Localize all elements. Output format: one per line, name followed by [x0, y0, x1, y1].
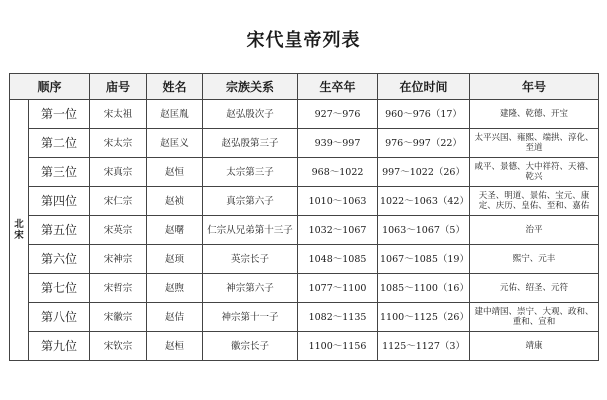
cell-life: 1082～1135 — [298, 303, 378, 332]
cell-era: 天圣、明道、景佑、宝元、康定、庆历、皇佑、至和、嘉佑 — [470, 187, 599, 216]
cell-temple-name: 宋太祖 — [90, 100, 147, 129]
cell-relation: 徽宗长子 — [203, 332, 298, 361]
cell-order: 第八位 — [29, 303, 90, 332]
cell-relation: 赵弘殷次子 — [203, 100, 298, 129]
header-temple-name: 庙号 — [90, 74, 147, 100]
cell-reign: 1125～1127（3） — [378, 332, 470, 361]
page-title: 宋代皇帝列表 — [246, 30, 361, 51]
cell-life: 1048～1085 — [298, 245, 378, 274]
cell-order: 第二位 — [29, 129, 90, 158]
cell-reign: 997～1022（26） — [378, 158, 470, 187]
cell-order: 第一位 — [29, 100, 90, 129]
cell-life: 939～997 — [298, 129, 378, 158]
cell-era: 元佑、绍圣、元符 — [470, 274, 599, 303]
cell-life: 1100～1156 — [298, 332, 378, 361]
cell-temple-name: 宋徽宗 — [90, 303, 147, 332]
header-life: 生卒年 — [298, 74, 378, 100]
cell-era: 熙宁、元丰 — [470, 245, 599, 274]
cell-era: 治平 — [470, 216, 599, 245]
cell-era: 咸平、景德、大中祥符、天禧、乾兴 — [470, 158, 599, 187]
cell-relation: 真宗第六子 — [203, 187, 298, 216]
cell-personal-name: 赵曙 — [147, 216, 203, 245]
table-row — [10, 187, 599, 216]
cell-order: 第五位 — [29, 216, 90, 245]
cell-personal-name: 赵匡胤 — [147, 100, 203, 129]
cell-personal-name: 赵恒 — [147, 158, 203, 187]
cell-order: 第九位 — [29, 332, 90, 361]
table-row — [10, 245, 599, 274]
cell-reign: 976～997（22） — [378, 129, 470, 158]
header-relation: 宗族关系 — [203, 74, 298, 100]
cell-temple-name: 宋钦宗 — [90, 332, 147, 361]
dynasty-char: 宋 — [14, 230, 24, 241]
table-row — [10, 129, 599, 158]
cell-personal-name: 赵桓 — [147, 332, 203, 361]
table-row — [10, 100, 599, 129]
table-row — [10, 274, 599, 303]
cell-reign: 1085～1100（16） — [378, 274, 470, 303]
cell-temple-name: 宋仁宗 — [90, 187, 147, 216]
cell-relation: 神宗第十一子 — [203, 303, 298, 332]
cell-era: 靖康 — [470, 332, 599, 361]
cell-personal-name: 赵祯 — [147, 187, 203, 216]
cell-reign: 1022～1063（42） — [378, 187, 470, 216]
cell-life: 1010～1063 — [298, 187, 378, 216]
table-row — [10, 158, 599, 187]
cell-relation: 赵弘殷第三子 — [203, 129, 298, 158]
dynasty-label — [10, 100, 29, 361]
cell-temple-name: 宋太宗 — [90, 129, 147, 158]
cell-personal-name: 赵煦 — [147, 274, 203, 303]
cell-order: 第六位 — [29, 245, 90, 274]
table-row — [10, 332, 599, 361]
cell-life: 968～1022 — [298, 158, 378, 187]
cell-reign: 960～976（17） — [378, 100, 470, 129]
cell-order: 第七位 — [29, 274, 90, 303]
cell-life: 1077～1100 — [298, 274, 378, 303]
cell-reign: 1063～1067（5） — [378, 216, 470, 245]
cell-temple-name: 宋神宗 — [90, 245, 147, 274]
cell-life: 1032～1067 — [298, 216, 378, 245]
header-row — [10, 74, 599, 100]
table-row — [10, 216, 599, 245]
table-row — [10, 303, 599, 332]
cell-era: 建中靖国、崇宁、大观、政和、重和、宣和 — [470, 303, 599, 332]
cell-reign: 1067～1085（19） — [378, 245, 470, 274]
dynasty-char: 北 — [14, 219, 24, 230]
cell-era: 建隆、乾德、开宝 — [470, 100, 599, 129]
header-reign: 在位时间 — [378, 74, 470, 100]
cell-relation: 太宗第三子 — [203, 158, 298, 187]
cell-personal-name: 赵匡义 — [147, 129, 203, 158]
cell-era: 太平兴国、雍熙、端拱、淳化、至道 — [470, 129, 599, 158]
cell-relation: 英宗长子 — [203, 245, 298, 274]
cell-temple-name: 宋真宗 — [90, 158, 147, 187]
cell-life: 927～976 — [298, 100, 378, 129]
header-personal-name: 姓名 — [147, 74, 203, 100]
cell-personal-name: 赵顼 — [147, 245, 203, 274]
cell-temple-name: 宋英宗 — [90, 216, 147, 245]
cell-order: 第四位 — [29, 187, 90, 216]
header-order: 顺序 — [10, 74, 90, 100]
cell-relation: 神宗第六子 — [203, 274, 298, 303]
cell-personal-name: 赵佶 — [147, 303, 203, 332]
emperor-table — [9, 73, 599, 361]
cell-order: 第三位 — [29, 158, 90, 187]
header-era: 年号 — [470, 74, 599, 100]
cell-reign: 1100～1125（26） — [378, 303, 470, 332]
cell-temple-name: 宋哲宗 — [90, 274, 147, 303]
cell-relation: 仁宗从兄弟第十三子 — [203, 216, 298, 245]
